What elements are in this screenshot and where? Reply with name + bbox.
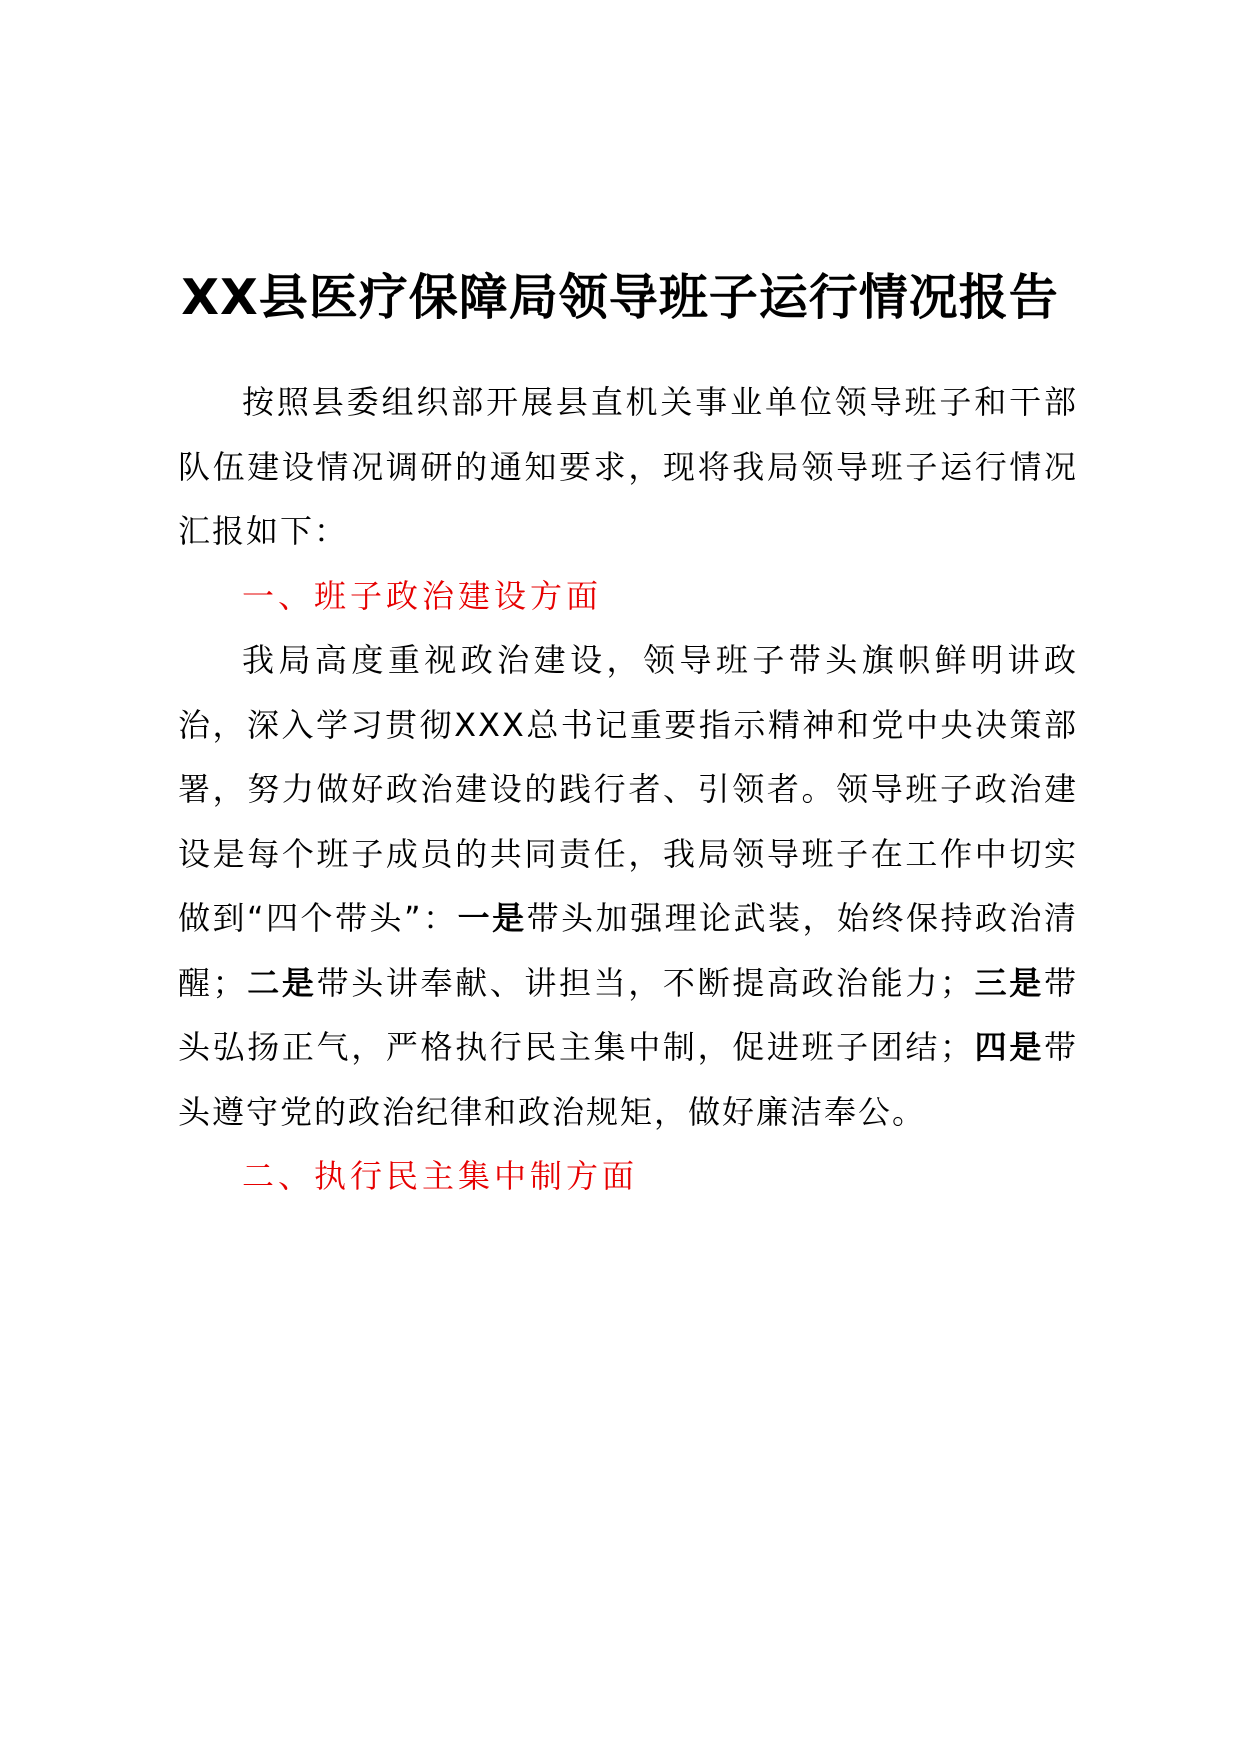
point-4-label: 四是 bbox=[974, 1028, 1044, 1066]
section-1-text: 我局高度重视政治建设，领导班子带头旗帜鲜明讲政治，深入学习贯彻XXX总书记重要指示精神和党中央决策部署，努力做好政治建设的践行者、引领者。领导班子政治建设是每个班子成员的共同责任，我局领导班子在工作中切实做到“四个带头”： bbox=[178, 641, 1078, 937]
document-body bbox=[178, 370, 1078, 1209]
section-1-heading: 一、班子政治建设方面 bbox=[242, 576, 603, 615]
point-4-text: 带头遵守党的政治纪律和政治规矩，做好廉洁奉公。 bbox=[178, 1028, 1078, 1131]
point-2-label: 二是 bbox=[246, 963, 317, 1002]
section-2-heading: 二、执行民主集中制方面 bbox=[242, 1157, 639, 1195]
point-3-text: 带头弘扬正气，严格执行民主集中制，促进班子团结； bbox=[178, 963, 1078, 1066]
document-title: XX县医疗保障局领导班子运行情况报告 bbox=[181, 269, 1059, 326]
point-1-label: 一是 bbox=[457, 899, 527, 937]
point-1-text: 带头加强理论武装，始终保持政治清醒； bbox=[178, 899, 1078, 1002]
intro-paragraph: 按照县委组织部开展县直机关事业单位领导班子和干部队伍建设情况调研的通知要求，现将我局领导班子运行情况汇报如下： bbox=[178, 383, 1078, 550]
point-3-label: 三是 bbox=[974, 963, 1044, 1002]
section-1-paragraph bbox=[178, 628, 1078, 1144]
point-2-text: 带头讲奉献、讲担当，不断提高政治能力； bbox=[316, 963, 975, 1002]
